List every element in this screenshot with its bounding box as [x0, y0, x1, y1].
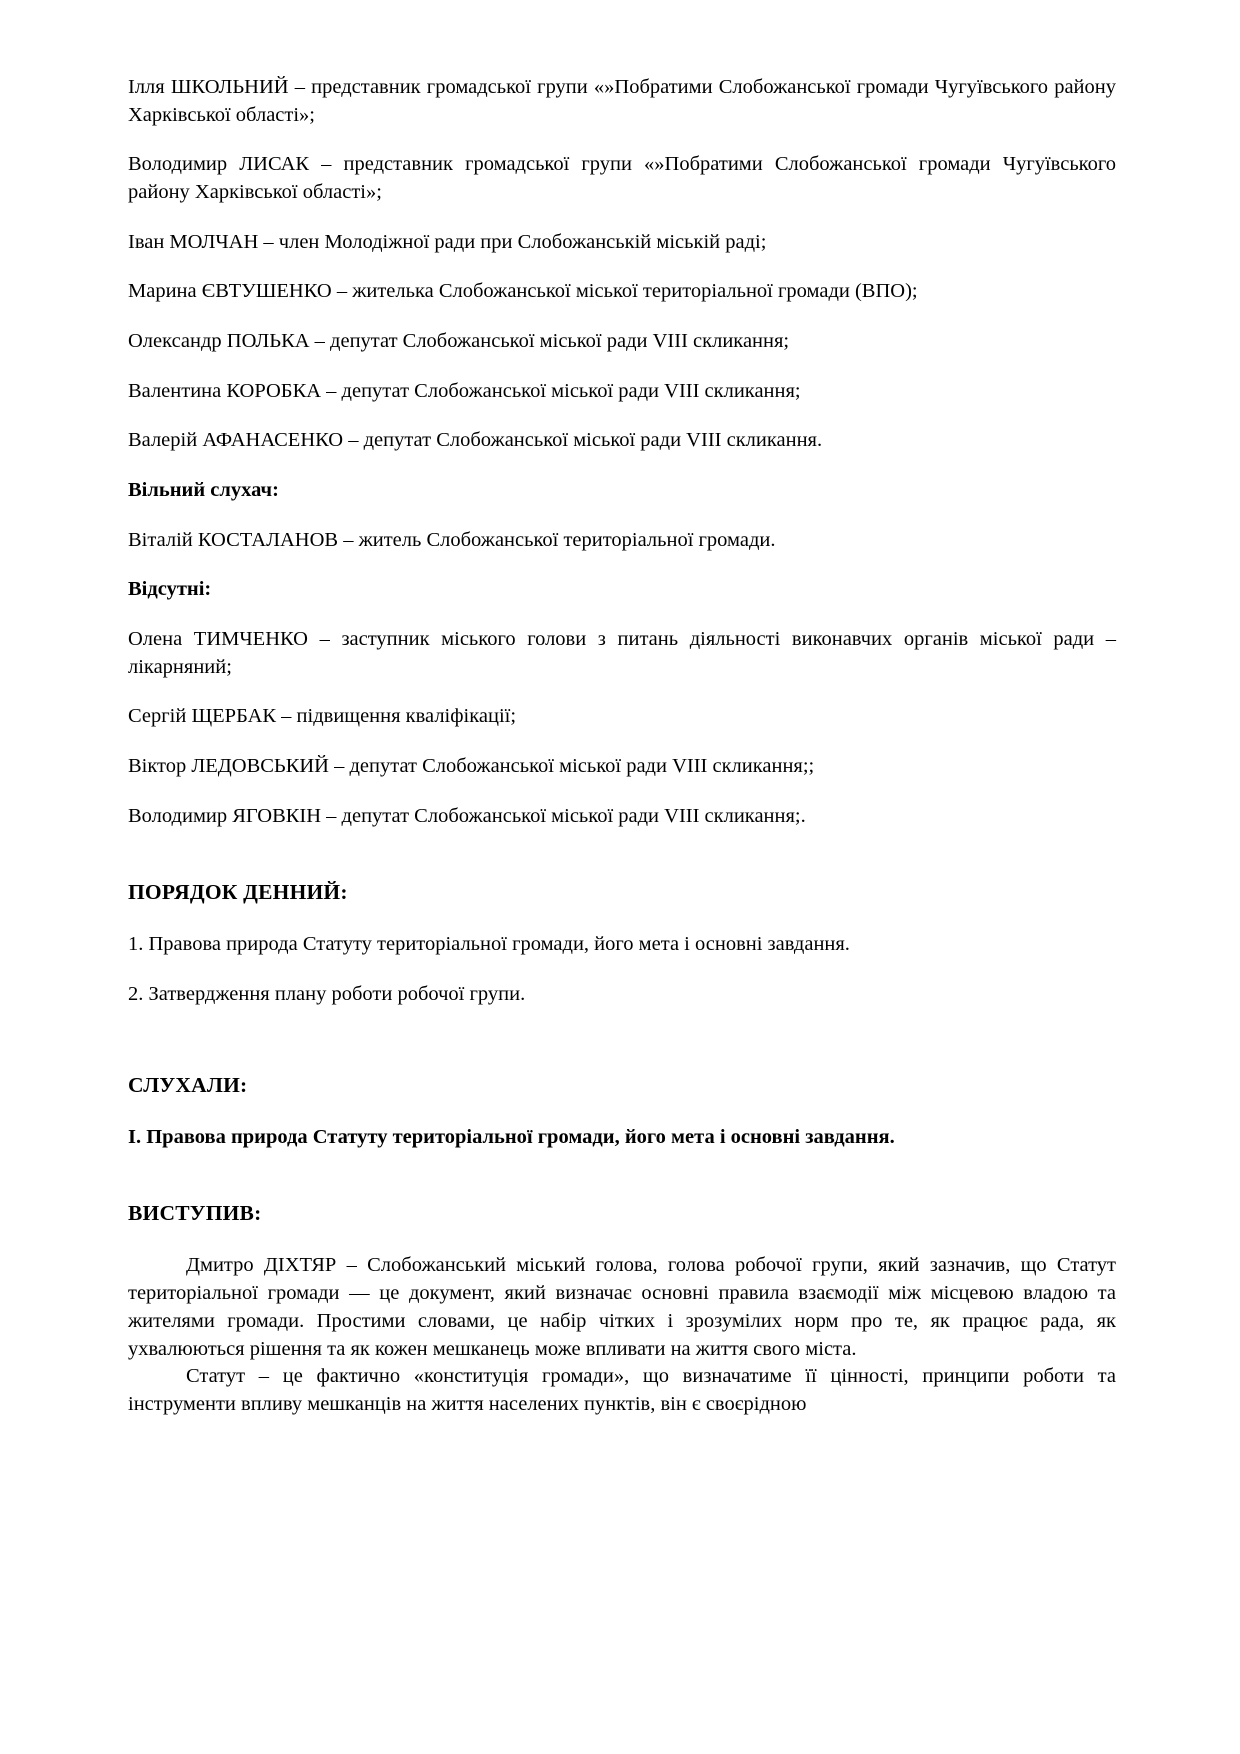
agenda-heading: ПОРЯДОК ДЕННИЙ:: [128, 880, 348, 905]
agenda-item: 1. Правова природа Статуту територіальної громади, його мета і основні завдання.: [128, 933, 850, 956]
absent-paragraph: Володимир ЯГОВКІН – депутат Слобожанської міської ради VIII скликання;.: [128, 804, 806, 827]
speech-body: [128, 1252, 1116, 1418]
free-listener-heading: Вільний слухач:: [128, 479, 279, 502]
participant-paragraph: Валерій АФАНАСЕНКО – депутат Слобожанської міської ради VIII скликання.: [128, 429, 823, 452]
agenda-item: 2. Затвердження плану роботи робочої групи.: [128, 983, 526, 1006]
free-listener-paragraph: Віталій КОСТАЛАНОВ – житель Слобожанської територіальної громади.: [128, 528, 776, 551]
section-spacer: [128, 1031, 1116, 1071]
participant-paragraph: Олександр ПОЛЬКА – депутат Слобожанської міської ради VIII скликання;: [128, 330, 790, 353]
absent-paragraph: Сергій ЩЕРБАК – підвищення кваліфікації;: [128, 705, 517, 728]
participant-paragraph: Валентина КОРОБКА – депутат Слобожанської міської ради VIII скликання;: [128, 379, 801, 402]
listened-heading: СЛУХАЛИ:: [128, 1072, 248, 1097]
absent-heading: Відсутні:: [128, 578, 212, 601]
participant-paragraph: Іван МОЛЧАН – член Молодіжної ради при Слобожанській міській раді;: [128, 230, 767, 253]
spoke-heading: ВИСТУПИВ:: [128, 1201, 262, 1226]
participant-paragraph: Марина ЄВТУШЕНКО – жителька Слобожанської міської територіальної громади (ВПО);: [128, 280, 918, 303]
participant-paragraph: Ілля ШКОЛЬНИЙ – представник громадської групи «»Побратими Слобожанської громади Чугуївського району Харківської області»;: [128, 76, 1116, 126]
listened-item: І. Правова природа Статуту територіальної громади, його мета і основні завдання.: [128, 1125, 895, 1148]
participant-paragraph: Володимир ЛИСАК – представник громадської групи «»Побратими Слобожанської громади Чугуївського району Харківської області»;: [128, 153, 1116, 204]
speech-paragraph: Статут – це фактично «конституція громади», що визначатиме її цінності, принципи роботи та інструменти впливу мешканців на життя населених пунктів, він є своєрідною: [128, 1365, 1116, 1415]
absent-paragraph: Олена ТИМЧЕНКО – заступник міського голови з питань діяльності виконавчих органів міської ради – лікарняний;: [128, 628, 1116, 678]
section-spacer: [128, 852, 1116, 878]
section-spacer: [128, 1173, 1116, 1199]
absent-paragraph: Віктор ЛЕДОВСЬКИЙ – депутат Слобожанської міської ради VIII скликання;;: [128, 755, 815, 778]
speech-paragraph: Дмитро ДІХТЯР – Слобожанський міський голова, голова робочої групи, який зазначив, що Статут територіальної громади — це документ, який визначає основні правила взаємодії між місцевою владою та жителями громади. Простими словами, це набір чітких і зрозумілих норм про те, як працює рада, як ухвалюються рішення та як кожен мешканець може впливати на життя свого міста.: [128, 1254, 1116, 1360]
